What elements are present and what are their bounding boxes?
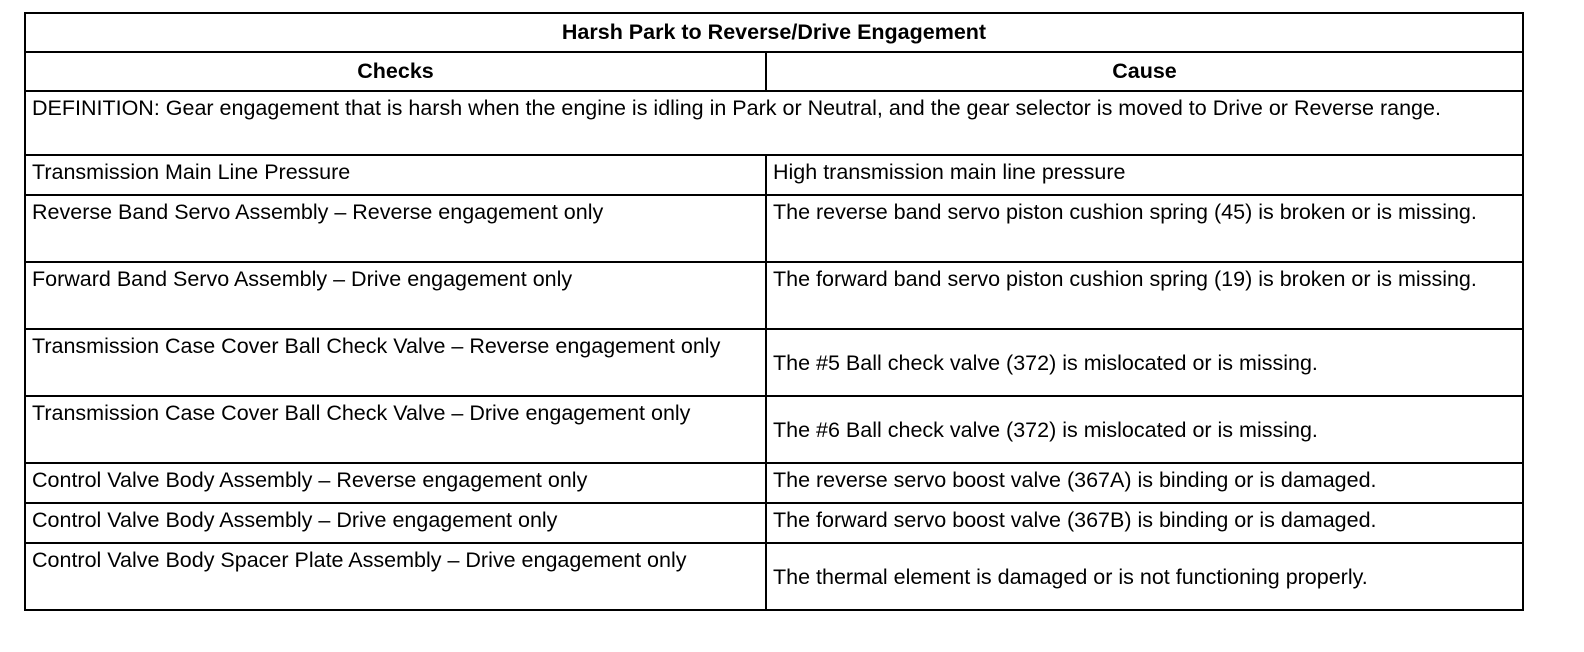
- definition-row: [25, 91, 1523, 155]
- checks-column-header: Checks: [25, 52, 766, 91]
- table-row: [25, 543, 1523, 610]
- cause-cell: The #5 Ball check valve (372) is mislocated or is missing.: [766, 329, 1523, 396]
- table-row: [25, 396, 1523, 463]
- cause-cell: The reverse band servo piston cushion spring (45) is broken or is missing.: [766, 195, 1523, 262]
- check-cell: Forward Band Servo Assembly – Drive engagement only: [25, 262, 766, 329]
- check-cell: Reverse Band Servo Assembly – Reverse engagement only: [25, 195, 766, 262]
- table-row: [25, 463, 1523, 503]
- cause-column-header: Cause: [766, 52, 1523, 91]
- cause-cell: The #6 Ball check valve (372) is mislocated or is missing.: [766, 396, 1523, 463]
- table-title-row: [25, 13, 1523, 52]
- table-row: [25, 155, 1523, 195]
- cause-cell: The thermal element is damaged or is not functioning properly.: [766, 543, 1523, 610]
- check-cell: Transmission Case Cover Ball Check Valve – Reverse engagement only: [25, 329, 766, 396]
- cause-cell: The forward servo boost valve (367B) is binding or is damaged.: [766, 503, 1523, 543]
- check-cell: Control Valve Body Assembly – Drive engagement only: [25, 503, 766, 543]
- cause-cell: The forward band servo piston cushion spring (19) is broken or is missing.: [766, 262, 1523, 329]
- cause-cell: High transmission main line pressure: [766, 155, 1523, 195]
- definition-text: DEFINITION: Gear engagement that is harsh when the engine is idling in Park or Neutral, and the gear selector is moved to Drive or Reverse range.: [25, 91, 1523, 155]
- check-cell: Transmission Case Cover Ball Check Valve – Drive engagement only: [25, 396, 766, 463]
- cause-cell: The reverse servo boost valve (367A) is binding or is damaged.: [766, 463, 1523, 503]
- check-cell: Transmission Main Line Pressure: [25, 155, 766, 195]
- check-cell: Control Valve Body Assembly – Reverse engagement only: [25, 463, 766, 503]
- table-row: [25, 195, 1523, 262]
- diagnostic-table: [24, 12, 1524, 611]
- check-cell: Control Valve Body Spacer Plate Assembly – Drive engagement only: [25, 543, 766, 610]
- table-row: [25, 329, 1523, 396]
- table-title: Harsh Park to Reverse/Drive Engagement: [25, 13, 1523, 52]
- table-row: [25, 503, 1523, 543]
- table-header-row: [25, 52, 1523, 91]
- table-row: [25, 262, 1523, 329]
